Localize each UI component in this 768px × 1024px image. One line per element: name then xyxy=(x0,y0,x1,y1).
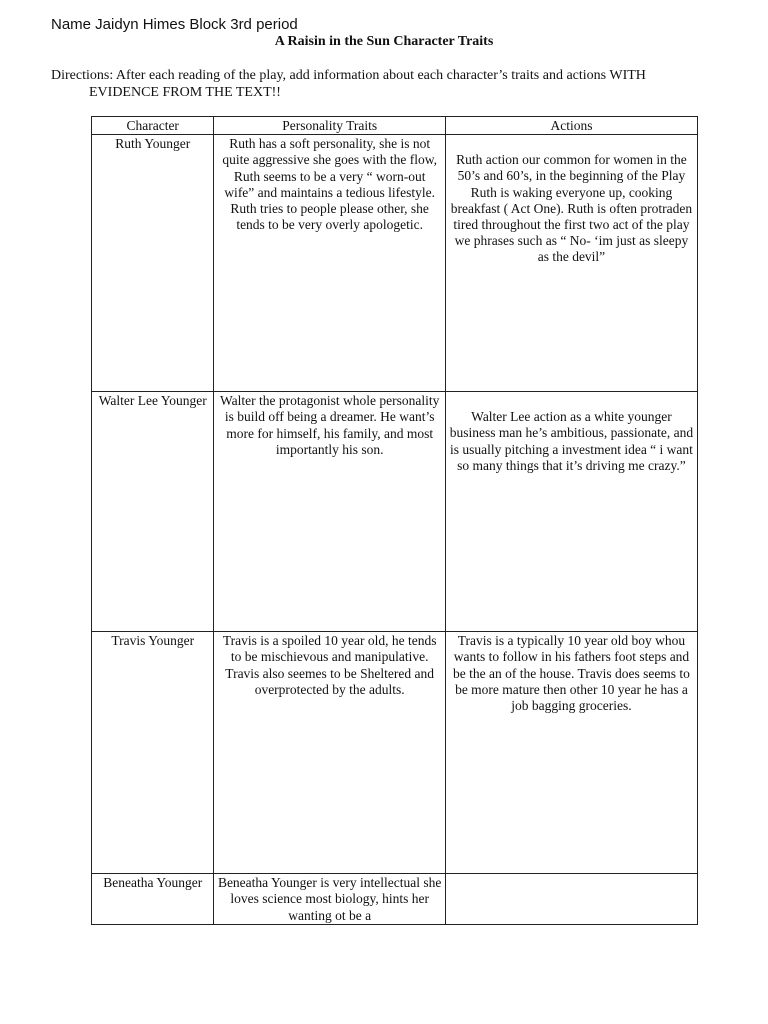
character-cell: Walter Lee Younger xyxy=(92,392,214,632)
actions-text: Walter Lee action as a white younger business man he’s ambitious, passionate, and is usually pitching a investment idea “ i want so many things that it’s driving me crazy.” xyxy=(449,409,694,473)
actions-text: Ruth action our common for women in the 50’s and 60’s, in the beginning of the Play Ruth is waking everyone up, cooking breakfast ( Act One). Ruth is often protraden tired throughout the first two act of the play we phrases such as “ No- ‘im just as sleepy as the devil” xyxy=(450,152,693,265)
actions-cell xyxy=(445,392,697,632)
actions-cell xyxy=(445,874,697,925)
column-header-traits: Personality Traits xyxy=(214,117,445,135)
directions-line-2: EVIDENCE FROM THE TEXT!! xyxy=(89,85,281,100)
character-cell: Beneatha Younger xyxy=(92,874,214,925)
traits-cell: Walter the protagonist whole personality is build off being a dreamer. He want’s more for himself, his family, and most importantly his son. xyxy=(214,392,445,632)
student-name-line: Name Jaidyn Himes Block 3rd period xyxy=(51,16,298,33)
table-header-row xyxy=(92,117,698,135)
table-row xyxy=(92,874,698,925)
traits-cell: Travis is a spoiled 10 year old, he tends to be mischievous and manipulative. Travis also seemes to be Sheltered and overprotected by the adults. xyxy=(214,632,445,874)
character-traits-table xyxy=(91,116,698,925)
traits-cell: Ruth has a soft personality, she is not quite aggressive she goes with the flow, Ruth seems to be a very “ worn-out wife” and maintains a tedious lifestyle. Ruth tries to people please other, she tends to be very overly apologetic. xyxy=(214,135,445,392)
actions-cell xyxy=(445,135,697,392)
column-header-actions: Actions xyxy=(445,117,697,135)
table-row xyxy=(92,135,698,392)
directions-line-1: Directions: After each reading of the play, add information about each character’s traits and actions WITH xyxy=(51,68,646,83)
character-cell: Travis Younger xyxy=(92,632,214,874)
table-row xyxy=(92,632,698,874)
column-header-character: Character xyxy=(92,117,214,135)
table-row xyxy=(92,392,698,632)
directions xyxy=(51,67,731,101)
character-cell: Ruth Younger xyxy=(92,135,214,392)
traits-cell: Beneatha Younger is very intellectual she loves science most biology, hints her wanting ot be a xyxy=(214,874,445,925)
document-title: A Raisin in the Sun Character Traits xyxy=(274,34,494,49)
actions-cell: Travis is a typically 10 year old boy whou wants to follow in his fathers foot steps and be the an of the house. Travis does seems to be more mature then other 10 year he has a job bagging groceries. xyxy=(445,632,697,874)
